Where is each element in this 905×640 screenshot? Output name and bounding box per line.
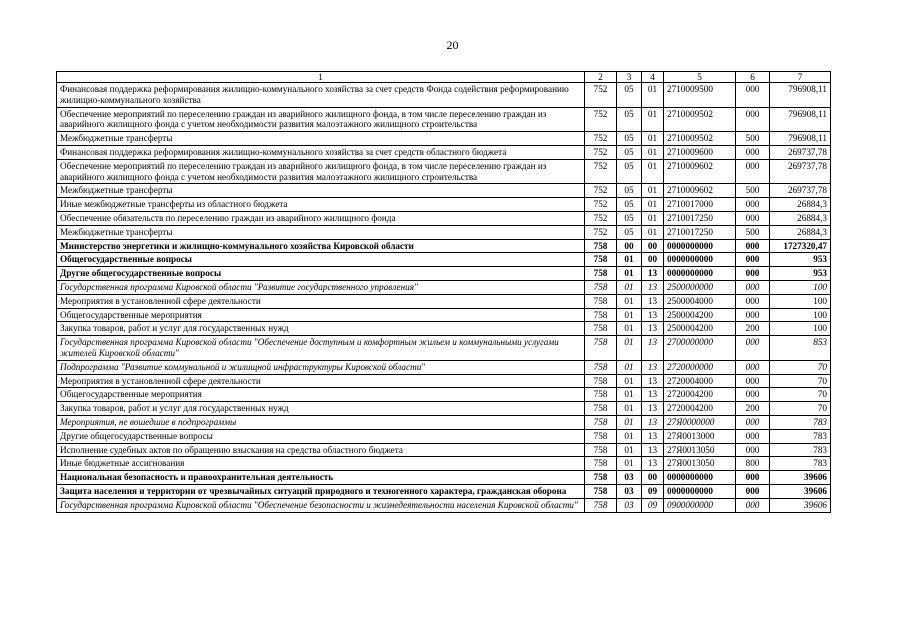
row-subsection: 00: [642, 471, 664, 485]
row-ministry-code: 758: [585, 280, 617, 294]
table-row: [57, 132, 831, 146]
column-header: 7: [770, 72, 831, 83]
table-row: [57, 484, 831, 498]
row-section: 01: [617, 267, 642, 281]
row-section: 03: [617, 498, 642, 512]
row-target-article: 2500004000: [664, 294, 736, 308]
row-expense-type: 000: [736, 280, 770, 294]
row-section: 01: [617, 457, 642, 471]
row-subsection: 00: [642, 239, 664, 253]
table-row: [57, 336, 831, 361]
row-ministry-code: 752: [585, 107, 617, 132]
row-subsection: 01: [642, 132, 664, 146]
row-target-article: 2500004200: [664, 322, 736, 336]
row-subsection: 13: [642, 457, 664, 471]
row-target-article: 2710009502: [664, 107, 736, 132]
row-section: 01: [617, 374, 642, 388]
table-row: [57, 360, 831, 374]
row-expense-type: 000: [736, 294, 770, 308]
row-section: 05: [617, 145, 642, 159]
row-section: 05: [617, 225, 642, 239]
row-subsection: 01: [642, 184, 664, 198]
row-target-article: 2710009602: [664, 159, 736, 184]
row-subsection: 01: [642, 198, 664, 212]
table-row: [57, 322, 831, 336]
row-expense-type: 200: [736, 322, 770, 336]
row-description: Другие общегосударственные вопросы: [57, 429, 585, 443]
row-target-article: 27Я0000000: [664, 415, 736, 429]
table-row: [57, 308, 831, 322]
row-expense-type: 000: [736, 308, 770, 322]
row-subsection: 13: [642, 322, 664, 336]
row-amount: 39606: [770, 498, 831, 512]
row-subsection: 13: [642, 443, 664, 457]
row-target-article: 2500004200: [664, 308, 736, 322]
table-row: [57, 457, 831, 471]
table-row: [57, 184, 831, 198]
row-section: 01: [617, 322, 642, 336]
row-amount: 70: [770, 388, 831, 402]
row-expense-type: 000: [736, 360, 770, 374]
row-target-article: 0000000000: [664, 267, 736, 281]
row-description: Исполнение судебных актов по обращению взыскания на средства областного бюджета: [57, 443, 585, 457]
row-expense-type: 000: [736, 198, 770, 212]
row-expense-type: 000: [736, 145, 770, 159]
table-row: [57, 145, 831, 159]
row-section: 05: [617, 132, 642, 146]
row-amount: 783: [770, 429, 831, 443]
row-subsection: 01: [642, 211, 664, 225]
table-row: [57, 294, 831, 308]
column-header: 5: [664, 72, 736, 83]
row-section: 01: [617, 429, 642, 443]
row-ministry-code: 752: [585, 159, 617, 184]
column-header: 6: [736, 72, 770, 83]
row-subsection: 01: [642, 159, 664, 184]
row-ministry-code: 758: [585, 484, 617, 498]
row-description: Национальная безопасность и правоохранительная деятельность: [57, 471, 585, 485]
table-body: [57, 83, 831, 513]
table-row: [57, 280, 831, 294]
row-expense-type: 000: [736, 374, 770, 388]
row-description: Общегосударственные мероприятия: [57, 388, 585, 402]
row-expense-type: 500: [736, 132, 770, 146]
table-row: [57, 402, 831, 416]
row-expense-type: 000: [736, 159, 770, 184]
row-subsection: 01: [642, 145, 664, 159]
row-amount: 269737,78: [770, 145, 831, 159]
row-target-article: 2710009602: [664, 184, 736, 198]
table-row: [57, 107, 831, 132]
table-row: [57, 253, 831, 267]
row-section: 01: [617, 253, 642, 267]
table-row: [57, 225, 831, 239]
row-ministry-code: 758: [585, 415, 617, 429]
row-target-article: 0000000000: [664, 239, 736, 253]
row-ministry-code: 758: [585, 457, 617, 471]
row-expense-type: 000: [736, 83, 770, 108]
row-target-article: 2720004000: [664, 374, 736, 388]
table-row: [57, 374, 831, 388]
row-target-article: 0000000000: [664, 253, 736, 267]
row-subsection: 13: [642, 360, 664, 374]
row-ministry-code: 752: [585, 145, 617, 159]
row-subsection: 13: [642, 402, 664, 416]
row-amount: 783: [770, 457, 831, 471]
row-amount: 26884,3: [770, 225, 831, 239]
row-ministry-code: 752: [585, 132, 617, 146]
row-amount: 796908,11: [770, 132, 831, 146]
row-target-article: 27Я0013000: [664, 429, 736, 443]
row-subsection: 13: [642, 415, 664, 429]
table-row: [57, 239, 831, 253]
row-ministry-code: 758: [585, 322, 617, 336]
row-ministry-code: 758: [585, 374, 617, 388]
table-row: [57, 415, 831, 429]
row-section: 01: [617, 402, 642, 416]
row-ministry-code: 752: [585, 211, 617, 225]
row-target-article: 2700000000: [664, 336, 736, 361]
row-subsection: 13: [642, 388, 664, 402]
row-section: 05: [617, 83, 642, 108]
row-description: Общегосударственные вопросы: [57, 253, 585, 267]
row-section: 01: [617, 308, 642, 322]
row-target-article: 0000000000: [664, 484, 736, 498]
row-target-article: 0900000000: [664, 498, 736, 512]
table-row: [57, 159, 831, 184]
row-section: 05: [617, 107, 642, 132]
column-header: 1: [57, 72, 585, 83]
page-number: 20: [446, 38, 459, 52]
row-section: 01: [617, 360, 642, 374]
row-subsection: 13: [642, 374, 664, 388]
row-amount: 39606: [770, 471, 831, 485]
row-subsection: 13: [642, 280, 664, 294]
row-expense-type: 000: [736, 211, 770, 225]
row-amount: 783: [770, 443, 831, 457]
table-row: [57, 388, 831, 402]
row-description: Мероприятия в установленной сфере деятельности: [57, 294, 585, 308]
row-amount: 269737,78: [770, 184, 831, 198]
row-target-article: 2720000000: [664, 360, 736, 374]
column-header: 2: [585, 72, 617, 83]
row-ministry-code: 758: [585, 253, 617, 267]
row-amount: 100: [770, 294, 831, 308]
row-target-article: 0000000000: [664, 471, 736, 485]
row-ministry-code: 758: [585, 360, 617, 374]
row-subsection: 01: [642, 83, 664, 108]
row-target-article: 27Я0013050: [664, 443, 736, 457]
row-section: 01: [617, 336, 642, 361]
row-expense-type: 500: [736, 184, 770, 198]
row-expense-type: 000: [736, 484, 770, 498]
row-amount: 100: [770, 322, 831, 336]
row-amount: 796908,11: [770, 83, 831, 108]
row-section: 00: [617, 239, 642, 253]
row-expense-type: 000: [736, 443, 770, 457]
row-ministry-code: 758: [585, 294, 617, 308]
row-description: Государственная программа Кировской области "Обеспечение безопасности и жизнедеятельности населения Кировской области": [57, 498, 585, 512]
row-amount: 1727320,47: [770, 239, 831, 253]
row-expense-type: 000: [736, 336, 770, 361]
row-ministry-code: 752: [585, 198, 617, 212]
row-amount: 853: [770, 336, 831, 361]
row-amount: 953: [770, 267, 831, 281]
row-target-article: 2710009502: [664, 132, 736, 146]
row-description: Финансовая поддержка реформирования жилищно-коммунального хозяйства за счет средств областного бюджета: [57, 145, 585, 159]
row-target-article: 2500000000: [664, 280, 736, 294]
row-subsection: 13: [642, 267, 664, 281]
row-description: Обеспечение мероприятий по переселению граждан из аварийного жилищного фонда, в том числе переселению граждан из аварийного жилищного фонда с учетом необходимости развития малоэтажного жилищного строительства: [57, 107, 585, 132]
row-description: Государственная программа Кировской области "Развитие государственного управления": [57, 280, 585, 294]
row-amount: 100: [770, 280, 831, 294]
row-amount: 70: [770, 374, 831, 388]
row-expense-type: 000: [736, 415, 770, 429]
row-description: Межбюджетные трансферты: [57, 132, 585, 146]
row-ministry-code: 758: [585, 308, 617, 322]
row-section: 01: [617, 280, 642, 294]
row-description: Мероприятия, не вошедшие в подпрограммы: [57, 415, 585, 429]
row-ministry-code: 758: [585, 239, 617, 253]
row-ministry-code: 758: [585, 429, 617, 443]
row-expense-type: 000: [736, 267, 770, 281]
row-section: 05: [617, 211, 642, 225]
row-section: 03: [617, 484, 642, 498]
row-amount: 70: [770, 402, 831, 416]
row-expense-type: 000: [736, 253, 770, 267]
row-amount: 39606: [770, 484, 831, 498]
row-description: Другие общегосударственные вопросы: [57, 267, 585, 281]
row-description: Министерство энергетики и жилищно-коммунального хозяйства Кировской области: [57, 239, 585, 253]
row-ministry-code: 752: [585, 83, 617, 108]
table-row: [57, 198, 831, 212]
row-amount: 26884,3: [770, 198, 831, 212]
row-section: 05: [617, 184, 642, 198]
row-target-article: 2710017250: [664, 211, 736, 225]
row-amount: 796908,11: [770, 107, 831, 132]
row-subsection: 09: [642, 484, 664, 498]
row-expense-type: 000: [736, 471, 770, 485]
budget-table: [56, 71, 831, 513]
row-expense-type: 800: [736, 457, 770, 471]
row-ministry-code: 758: [585, 443, 617, 457]
row-section: 05: [617, 159, 642, 184]
row-section: 01: [617, 415, 642, 429]
row-subsection: 13: [642, 429, 664, 443]
column-header: 4: [642, 72, 664, 83]
row-target-article: 2710009600: [664, 145, 736, 159]
row-description: Общегосударственные мероприятия: [57, 308, 585, 322]
row-subsection: 09: [642, 498, 664, 512]
row-ministry-code: 758: [585, 388, 617, 402]
row-expense-type: 000: [736, 239, 770, 253]
row-target-article: 27Я0013050: [664, 457, 736, 471]
table-row: [57, 429, 831, 443]
row-expense-type: 000: [736, 107, 770, 132]
table-row: [57, 471, 831, 485]
row-subsection: 13: [642, 308, 664, 322]
table-row: [57, 498, 831, 512]
row-expense-type: 200: [736, 402, 770, 416]
row-target-article: 2720004200: [664, 388, 736, 402]
row-ministry-code: 758: [585, 402, 617, 416]
row-section: 01: [617, 294, 642, 308]
row-section: 05: [617, 198, 642, 212]
header-row: [57, 72, 831, 83]
row-description: Иные бюджетные ассигнования: [57, 457, 585, 471]
row-description: Защита населения и территории от чрезвычайных ситуаций природного и техногенного характера, гражданская оборона: [57, 484, 585, 498]
table-row: [57, 267, 831, 281]
row-description: Межбюджетные трансферты: [57, 184, 585, 198]
row-expense-type: 500: [736, 225, 770, 239]
row-description: Подпрограмма "Развитие коммунальной и жилищной инфраструктуры Кировской области": [57, 360, 585, 374]
row-target-article: 2710017250: [664, 225, 736, 239]
row-description: Закупка товаров, работ и услуг для государственных нужд: [57, 402, 585, 416]
row-expense-type: 000: [736, 498, 770, 512]
table-row: [57, 443, 831, 457]
row-expense-type: 000: [736, 388, 770, 402]
row-description: Обеспечение обязательств по переселению граждан из аварийного жилищного фонда: [57, 211, 585, 225]
table-row: [57, 211, 831, 225]
row-subsection: 00: [642, 253, 664, 267]
row-section: 01: [617, 443, 642, 457]
row-amount: 953: [770, 253, 831, 267]
column-header: 3: [617, 72, 642, 83]
row-amount: 100: [770, 308, 831, 322]
row-description: Иные межбюджетные трансферты из областного бюджета: [57, 198, 585, 212]
row-section: 03: [617, 471, 642, 485]
row-subsection: 13: [642, 294, 664, 308]
row-target-article: 2710017000: [664, 198, 736, 212]
row-description: Мероприятия в установленной сфере деятельности: [57, 374, 585, 388]
row-target-article: 2710009500: [664, 83, 736, 108]
row-subsection: 01: [642, 225, 664, 239]
row-description: Государственная программа Кировской области "Обеспечение доступным и комфортным жильем и коммунальными услугами жителей Кировской области": [57, 336, 585, 361]
row-ministry-code: 758: [585, 498, 617, 512]
row-description: Межбюджетные трансферты: [57, 225, 585, 239]
row-description: Финансовая поддержка реформирования жилищно-коммунального хозяйства за счет средств Фонда содействия реформированию жилищно-коммунального хозяйства: [57, 83, 585, 108]
row-subsection: 01: [642, 107, 664, 132]
table-row: [57, 83, 831, 108]
row-amount: 783: [770, 415, 831, 429]
row-amount: 26884,3: [770, 211, 831, 225]
row-ministry-code: 752: [585, 225, 617, 239]
row-amount: 269737,78: [770, 159, 831, 184]
row-description: Обеспечение мероприятий по переселению граждан из аварийного жилищного фонда, в том числе переселению граждан из аварийного жилищного фонда с учетом необходимости развития малоэтажного жилищного строительства: [57, 159, 585, 184]
row-ministry-code: 758: [585, 267, 617, 281]
row-section: 01: [617, 388, 642, 402]
row-description: Закупка товаров, работ и услуг для государственных нужд: [57, 322, 585, 336]
row-ministry-code: 758: [585, 471, 617, 485]
row-amount: 70: [770, 360, 831, 374]
row-ministry-code: 752: [585, 184, 617, 198]
row-target-article: 2720004200: [664, 402, 736, 416]
row-ministry-code: 758: [585, 336, 617, 361]
row-subsection: 13: [642, 336, 664, 361]
row-expense-type: 000: [736, 429, 770, 443]
